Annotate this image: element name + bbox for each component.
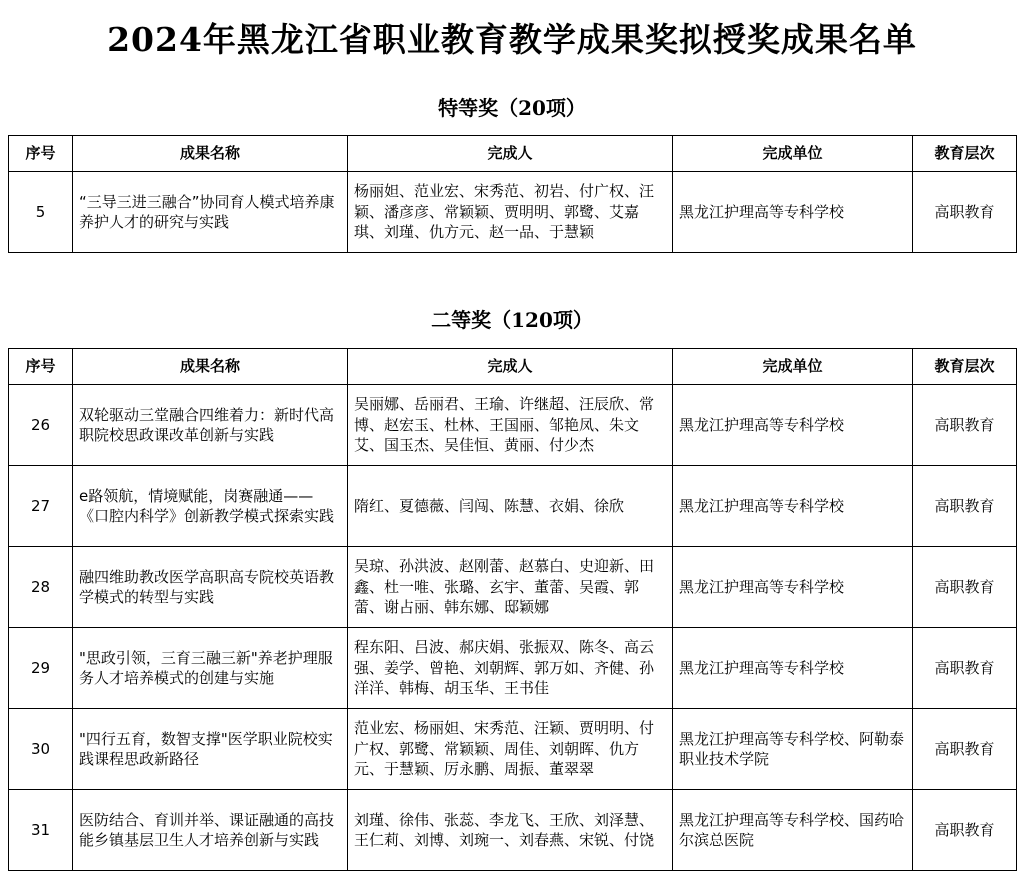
cell-name: 双轮驱动三堂融合四维着力：新时代高职院校思政课改革创新与实践: [73, 385, 348, 466]
section-heading-special: 特等奖（20项）: [438, 96, 586, 120]
col-header-level: 教育层次: [913, 136, 1017, 172]
cell-level: 高职教育: [913, 628, 1017, 709]
cell-level: 高职教育: [913, 790, 1017, 871]
cell-people: 吴丽娜、岳丽君、王瑜、许继超、汪辰欣、常博、赵宏玉、杜林、王国丽、邹艳凤、朱文艾、国玉杰、吴佳恒、黄丽、付少杰: [348, 385, 673, 466]
cell-no: 29: [9, 628, 73, 709]
col-header-unit: 完成单位: [673, 349, 913, 385]
table-row: [9, 466, 1017, 547]
cell-no: 5: [9, 172, 73, 253]
table-row: [9, 790, 1017, 871]
table-row: [9, 385, 1017, 466]
table-row: [9, 709, 1017, 790]
cell-level: 高职教育: [913, 385, 1017, 466]
col-header-name: 成果名称: [73, 136, 348, 172]
cell-no: 30: [9, 709, 73, 790]
cell-unit: 黑龙江护理高等专科学校: [673, 628, 913, 709]
col-header-people: 完成人: [348, 349, 673, 385]
col-header-unit: 完成单位: [673, 136, 913, 172]
award-table-second: [8, 348, 1017, 871]
table-row: [9, 628, 1017, 709]
cell-people: 刘瑾、徐伟、张蕊、李龙飞、王欣、刘泽慧、王仁莉、刘博、刘琬一、刘春燕、宋锐、付饶: [348, 790, 673, 871]
cell-name: "四行五育，数智支撑"医学职业院校实践课程思政新路径: [73, 709, 348, 790]
col-header-name: 成果名称: [73, 349, 348, 385]
cell-level: 高职教育: [913, 547, 1017, 628]
cell-level: 高职教育: [913, 172, 1017, 253]
cell-people: 吴琼、孙洪波、赵刚蕾、赵慕白、史迎新、田鑫、杜一唯、张璐、玄宇、董蕾、吴霞、郭蕾、谢占丽、韩东娜、邸颖娜: [348, 547, 673, 628]
cell-name: e路领航，情境赋能，岗赛融通——《口腔内科学》创新教学模式探索实践: [73, 466, 348, 547]
cell-people: 程东阳、吕波、郝庆娟、张振双、陈冬、高云强、姜学、曾艳、刘朝辉、郭万如、齐健、孙洋洋、韩梅、胡玉华、王书佳: [348, 628, 673, 709]
col-header-no: 序号: [9, 136, 73, 172]
cell-level: 高职教育: [913, 709, 1017, 790]
cell-unit: 黑龙江护理高等专科学校、国药哈尔滨总医院: [673, 790, 913, 871]
cell-level: 高职教育: [913, 466, 1017, 547]
cell-people: 范业宏、杨丽妲、宋秀范、汪颖、贾明明、付广权、郭鹭、常颖颖、周佳、刘朝晖、仇方元、于慧颖、厉永鹏、周振、董翠翠: [348, 709, 673, 790]
table-row: [9, 172, 1017, 253]
table-header-row: [9, 136, 1017, 172]
cell-unit: 黑龙江护理高等专科学校: [673, 385, 913, 466]
cell-name: "思政引领，三育三融三新"养老护理服务人才培养模式的创建与实施: [73, 628, 348, 709]
award-table-special: [8, 135, 1017, 253]
cell-no: 27: [9, 466, 73, 547]
cell-no: 31: [9, 790, 73, 871]
cell-name: “三导三进三融合”协同育人模式培养康养护人才的研究与实践: [73, 172, 348, 253]
cell-name: 融四维助教改医学高职高专院校英语教学模式的转型与实践: [73, 547, 348, 628]
col-header-people: 完成人: [348, 136, 673, 172]
table-header-row: [9, 349, 1017, 385]
col-header-no: 序号: [9, 349, 73, 385]
table-row: [9, 547, 1017, 628]
cell-no: 26: [9, 385, 73, 466]
cell-unit: 黑龙江护理高等专科学校: [673, 172, 913, 253]
cell-unit: 黑龙江护理高等专科学校: [673, 547, 913, 628]
cell-people: 杨丽妲、范业宏、宋秀范、初岩、付广权、汪颖、潘彦彦、常颖颖、贾明明、郭鹭、艾嘉琪、刘瑾、仇方元、赵一品、于慧颖: [348, 172, 673, 253]
col-header-level: 教育层次: [913, 349, 1017, 385]
page-title: 2024年黑龙江省职业教育教学成果奖拟授奖成果名单: [107, 20, 917, 59]
cell-unit: 黑龙江护理高等专科学校、阿勒泰职业技术学院: [673, 709, 913, 790]
section-heading-second: 二等奖（120项）: [431, 308, 593, 332]
cell-unit: 黑龙江护理高等专科学校: [673, 466, 913, 547]
cell-name: 医防结合、育训并举、课证融通的高技能乡镇基层卫生人才培养创新与实践: [73, 790, 348, 871]
cell-no: 28: [9, 547, 73, 628]
cell-people: 隋红、夏德薇、闫闯、陈慧、衣娟、徐欣: [348, 466, 673, 547]
